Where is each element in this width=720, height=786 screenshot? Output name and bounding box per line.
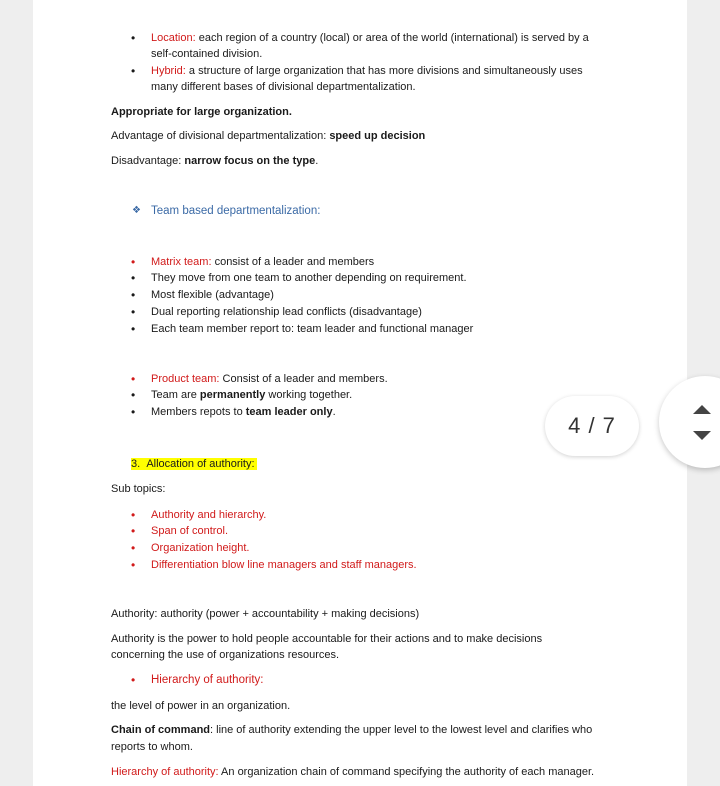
list-item: • Dual reporting relationship lead conflicts (disadvantage) [131, 305, 422, 319]
list-item: • Hybrid: a structure of large organization that has more divisions and simultaneously uses [131, 64, 583, 78]
list-item: • Each team member report to: team leader and functional manager [131, 322, 474, 336]
bullet-icon: • [131, 372, 136, 386]
list-item: • Most flexible (advantage) [131, 288, 274, 302]
bullet-icon: • [131, 288, 136, 302]
list-item: • They move from one team to another depending on requirement. [131, 271, 467, 285]
highlighted-heading: 3. Allocation of authority: [131, 458, 255, 470]
list-item: • Members repots to team leader only. [131, 405, 336, 419]
previous-page-icon[interactable] [693, 405, 711, 414]
bullet-icon: • [131, 405, 136, 419]
next-page-icon[interactable] [693, 431, 711, 440]
paragraph: Authority: authority (power + accountability + making decisions) [111, 608, 420, 620]
paragraph: the level of power in an organization. [111, 700, 291, 712]
bullet-icon: • [131, 508, 136, 522]
list-item: • Authority and hierarchy. [131, 508, 267, 522]
bullet-icon: • [131, 541, 136, 555]
paragraph: Chain of command: line of authority extending the upper level to the lowest level and clarifies who [111, 724, 593, 736]
list-item: • Matrix team: consist of a leader and members [131, 255, 375, 269]
bullet-icon: • [131, 524, 136, 538]
diamond-bullet-icon: ❖ [132, 205, 141, 216]
list-item-continued: self-contained division. [151, 48, 263, 60]
list-item: • Location: each region of a country (local) or area of the world (international) is served by a [131, 31, 589, 45]
page-indicator: 4 / 7 [545, 396, 639, 456]
list-item: • Hierarchy of authority: [131, 673, 264, 687]
bullet-icon: • [131, 673, 136, 687]
bullet-icon: • [131, 558, 136, 572]
document-page [33, 0, 687, 786]
bullet-icon: • [131, 388, 136, 402]
section-heading: ❖ Team based departmentalization: [132, 205, 321, 217]
list-item: • Span of control. [131, 524, 229, 538]
bullet-icon: • [131, 305, 136, 319]
bullet-icon: • [131, 64, 136, 78]
list-item-continued: many different bases of divisional departmentalization. [151, 81, 416, 93]
paragraph-continued: reports to whom. [111, 741, 193, 753]
list-item: • Product team: Consist of a leader and members. [131, 372, 388, 386]
bullet-icon: • [131, 322, 136, 336]
bullet-icon: • [131, 31, 136, 45]
paragraph-continued: concerning the use of organizations resources. [111, 649, 340, 661]
paragraph: Disadvantage: narrow focus on the type. [111, 155, 319, 167]
bullet-icon: • [131, 255, 136, 269]
paragraph: Appropriate for large organization. [111, 106, 292, 118]
paragraph: Authority is the power to hold people accountable for their actions and to make decisions [111, 633, 543, 645]
list-item: • Team are permanently working together. [131, 388, 353, 402]
paragraph: Sub topics: [111, 483, 166, 495]
paragraph: Hierarchy of authority: An organization chain of command specifying the authority of each manager. [111, 766, 595, 778]
list-item: • Differentiation blow line managers and staff managers. [131, 558, 417, 572]
bullet-icon: • [131, 271, 136, 285]
list-item: • Organization height. [131, 541, 250, 555]
section-heading [131, 456, 257, 473]
paragraph: Advantage of divisional departmentalization: speed up decision [111, 130, 426, 142]
